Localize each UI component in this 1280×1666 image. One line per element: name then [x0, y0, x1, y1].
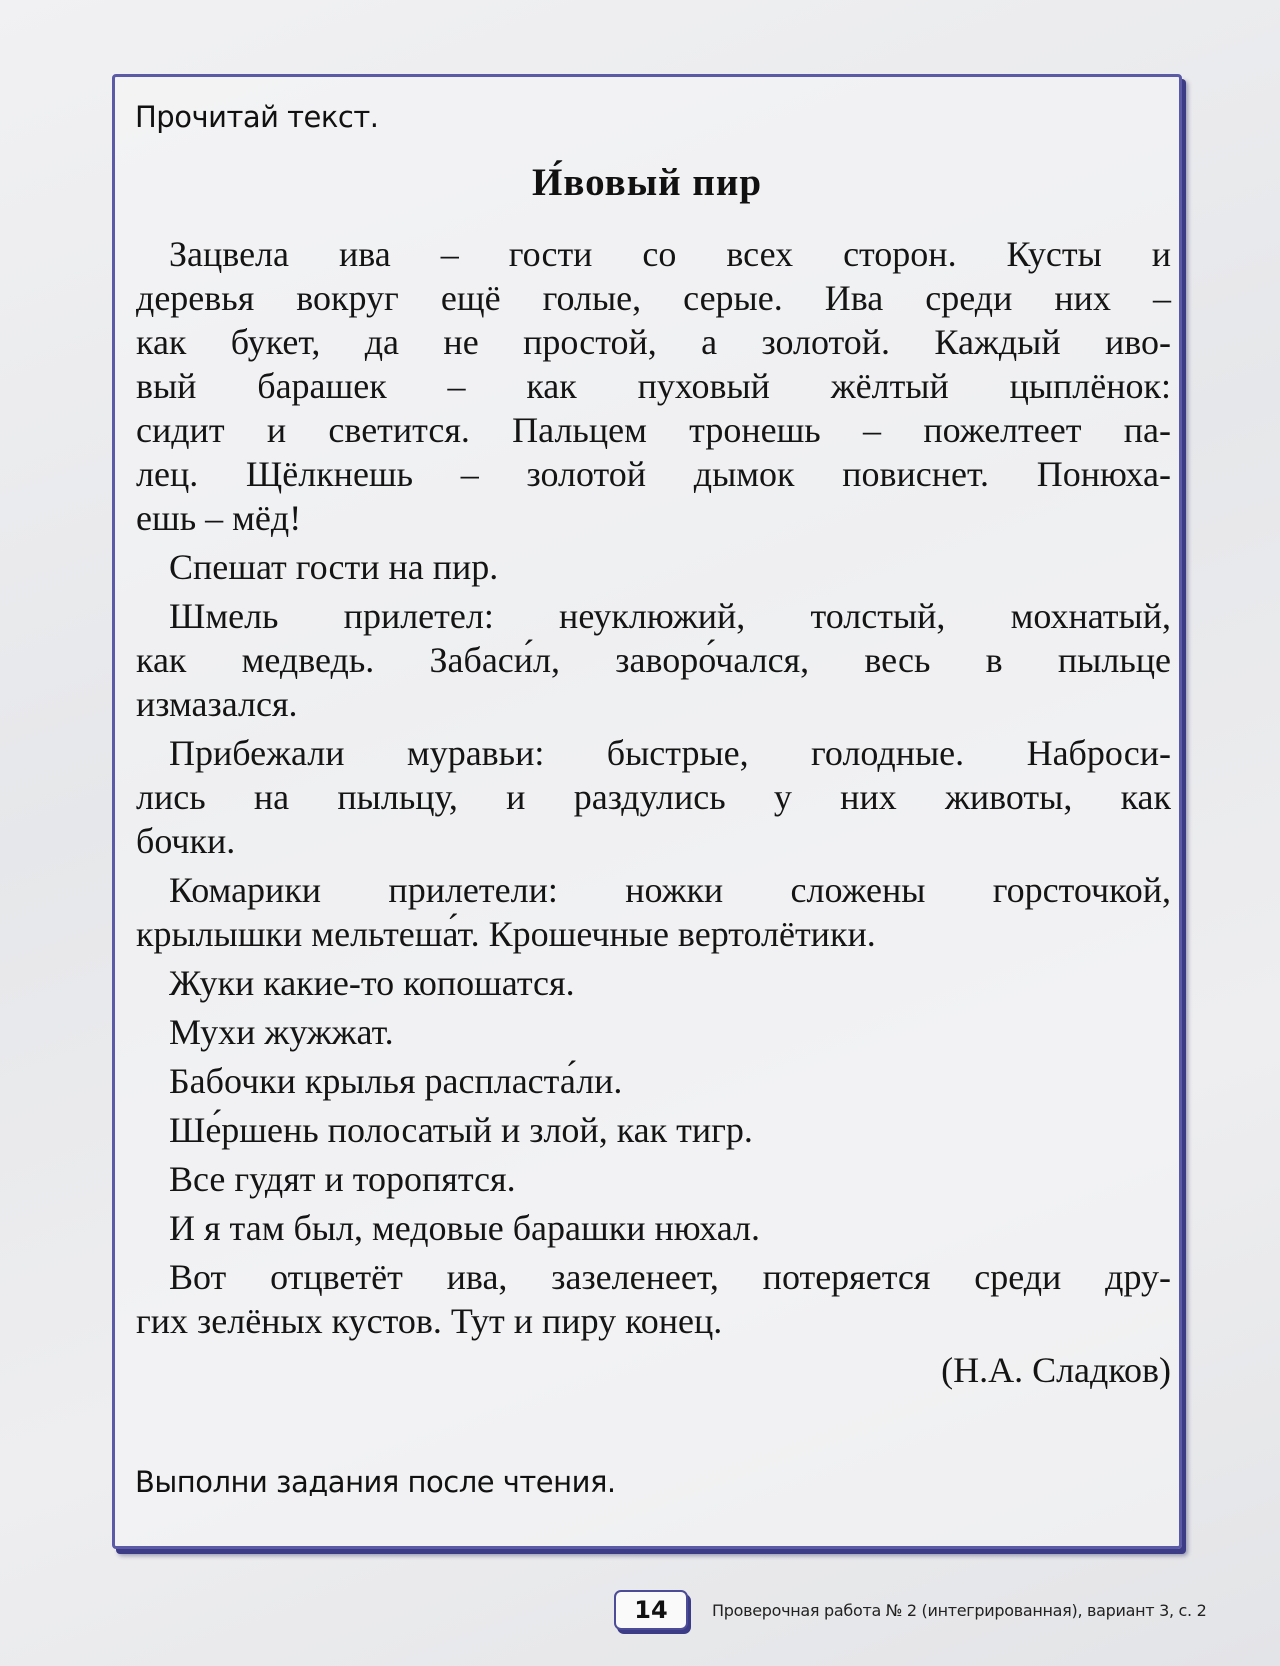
text-line: Бабочки крылья распласта́ли. — [169, 1061, 623, 1101]
text-line: Зацвела ива – гости со всех сторон. Кусты и — [169, 234, 1171, 274]
text-line: деревья вокруг ещё голые, серые. Ива среди них – — [136, 278, 1171, 318]
text-line: Спешат гости на пир. — [169, 547, 499, 587]
text-line: вый барашек – как пуховый жёлтый цыплёнок: — [136, 366, 1171, 406]
story-paragraph — [136, 1255, 1171, 1343]
story-paragraph — [136, 594, 1171, 726]
text-line: как медведь. Забаси́л, заворо́чался, весь в пыльце — [136, 640, 1171, 680]
text-line: лись на пыльцу, и раздулись у них животы, как — [136, 777, 1171, 817]
text-line: Вот отцветёт ива, зазеленеет, потеряется среди дру- — [169, 1257, 1171, 1297]
text-line: Все гудят и торопятся. — [169, 1159, 516, 1199]
text-line: лец. Щёлкнешь – золотой дымок повиснет. Понюха- — [136, 454, 1171, 494]
text-line: И я там был, медовые барашки нюхал. — [169, 1208, 761, 1248]
story-paragraph — [136, 1157, 1171, 1201]
story-author: (Н.А. Сладков) — [941, 1350, 1171, 1390]
story-paragraph — [136, 1108, 1171, 1152]
text-line: Жуки какие-то копошатся. — [169, 963, 575, 1003]
page-footer — [614, 1590, 1206, 1630]
text-line: крылышки мельтеша́т. Крошечные вертолётики. — [136, 914, 876, 954]
instruction-read-text: Прочитай текст. — [135, 100, 379, 134]
footer-caption: Проверочная работа № 2 (интегрированная), вариант 3, с. 2 — [712, 1600, 1207, 1620]
story-paragraph — [136, 232, 1171, 540]
text-line: сидит и светится. Пальцем тронешь – пожелтеет па- — [136, 410, 1171, 450]
story-paragraph — [136, 731, 1171, 863]
story-paragraph — [136, 868, 1171, 956]
text-line: измазался. — [136, 684, 298, 724]
text-line: гих зелёных кустов. Тут и пиру конец. — [136, 1301, 723, 1341]
text-line: Ше́ршень полосатый и злой, как тигр. — [169, 1110, 753, 1150]
story-paragraph — [136, 1206, 1171, 1250]
reading-text-frame — [112, 74, 1182, 1549]
text-line: Комарики прилетели: ножки сложены горсточкой, — [169, 870, 1171, 910]
instruction-do-tasks: Выполни задания после чтения. — [135, 1465, 616, 1499]
text-line: бочки. — [136, 821, 236, 861]
story-paragraph — [136, 1010, 1171, 1054]
story-title: И́вовый пир — [531, 161, 763, 204]
story-paragraph — [136, 545, 1171, 589]
text-line: ешь – мёд! — [136, 498, 302, 538]
text-line: Шмель прилетел: неуклюжий, толстый, мохнатый, — [169, 596, 1171, 636]
text-line: Мухи жужжат. — [169, 1012, 394, 1052]
text-line: как букет, да не простой, а золотой. Каждый иво- — [136, 322, 1171, 362]
story-paragraph — [136, 1059, 1171, 1103]
text-line: Прибежали муравьи: быстрые, голодные. Наброси- — [169, 733, 1171, 773]
story-paragraph — [136, 961, 1171, 1005]
page-number: 14 — [614, 1590, 688, 1630]
story-text — [136, 232, 1171, 1392]
